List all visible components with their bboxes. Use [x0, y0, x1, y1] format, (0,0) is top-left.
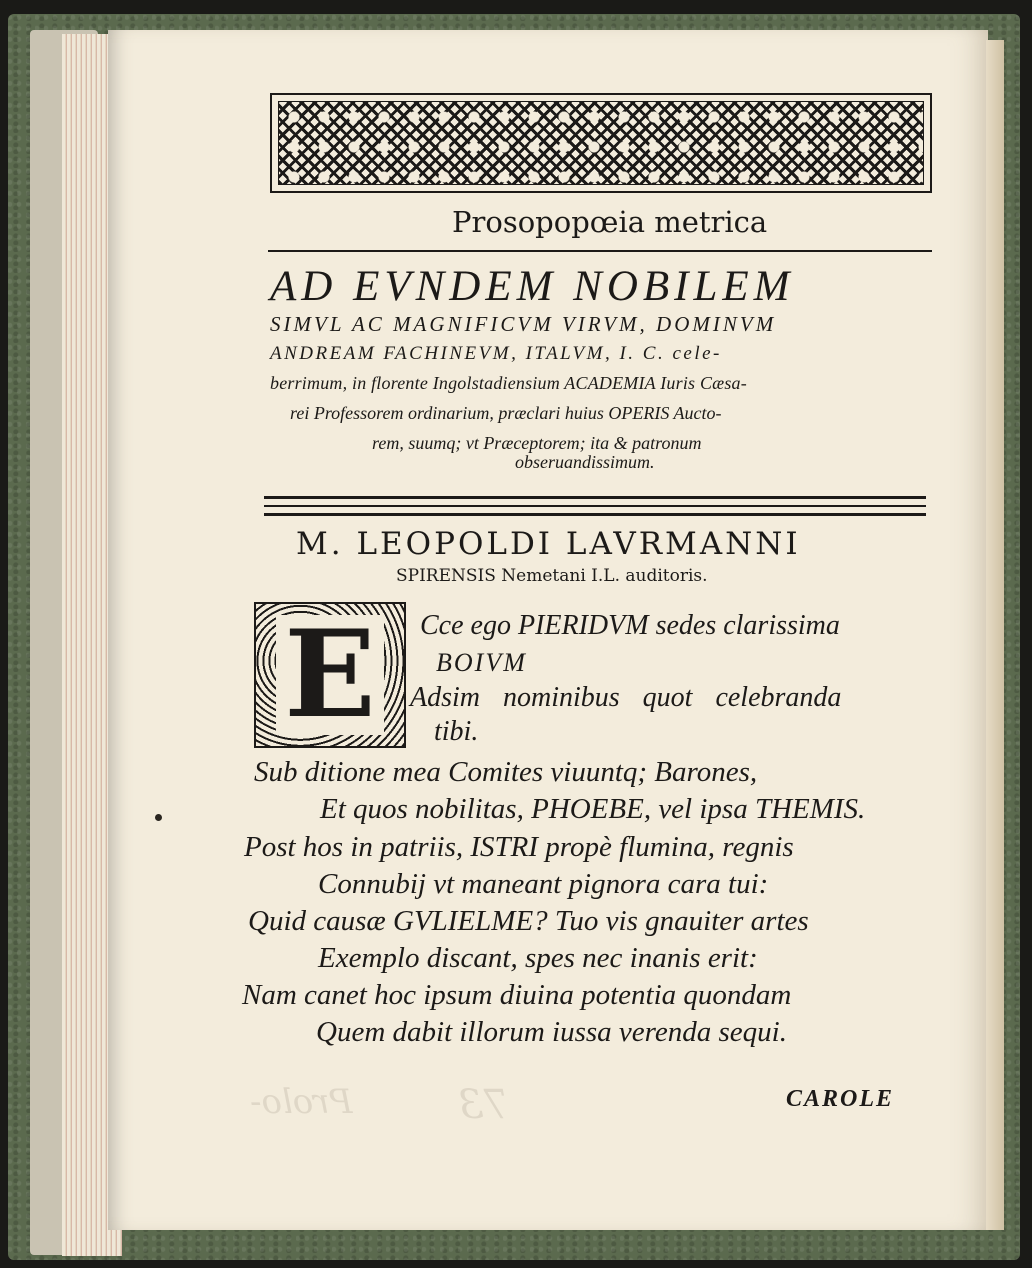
author-subtitle: SPIRENSIS Nemetani I.L. auditoris.: [396, 566, 708, 586]
headpiece-pattern: [278, 101, 924, 185]
dedication-line-6: obseruandissimum.: [515, 452, 655, 472]
dedication-line-2: ANDREAM FACHINEVM, ITALVM, I. C. cele-: [270, 343, 722, 364]
headpiece-ornament: [270, 93, 932, 193]
decorated-initial: [254, 602, 406, 748]
dedication-line-5: rem, suumq; vt Præceptorem; ita & patronum: [372, 433, 702, 453]
bleed-through-word: Prolo-: [250, 1082, 353, 1122]
heading-prosopopoeia: Prosopopœia metrica: [452, 205, 768, 239]
poem-line-6: Exemplo discant, spes nec inanis erit:: [318, 942, 758, 974]
poem-line-7: Nam canet hoc ipsum diuina potentia quondam: [242, 979, 792, 1011]
poem-line-5: Quid causæ GVLIELME? Tuo vis gnauiter artes: [248, 905, 809, 937]
poem-opening-line-3: Adsim nominibus quot celebranda: [410, 682, 842, 713]
page-edge-right: [986, 40, 1004, 1230]
poem-opening-line-1: Cce ego PIERIDVM sedes clarissima: [420, 610, 840, 641]
double-rule-middle: [264, 505, 926, 507]
poem-opening-line-2: BOIVM: [436, 648, 527, 677]
ink-speck: [155, 814, 162, 821]
poem-line-1: Sub ditione mea Comites viuuntq; Barones,: [254, 756, 758, 788]
author-name: M. LEOPOLDI LAVRMANNI: [296, 526, 801, 562]
rule-under-heading: [268, 250, 932, 252]
double-rule-bottom: [264, 513, 926, 516]
poem-line-3: Post hos in patriis, ISTRI propè flumina, regnis: [244, 831, 794, 863]
dedication-line-1: SIMVL AC MAGNIFICVM VIRVM, DOMINVM: [270, 312, 777, 336]
poem-opening-line-4: tibi.: [434, 716, 479, 747]
poem-line-8: Quem dabit illorum iussa verenda sequi.: [316, 1016, 787, 1048]
poem-line-2: Et quos nobilitas, PHOEBE, vel ipsa THEMIS.: [320, 793, 866, 825]
drop-cap-letter: E: [276, 615, 383, 735]
dedication-line-4: rei Professorem ordinarium, præclari huius OPERIS Aucto-: [290, 403, 722, 423]
dedication-line-3: berrimum, in florente Ingolstadiensium ACADEMIA Iuris Cæsa-: [270, 373, 747, 393]
bleed-through-page-number: 73: [458, 1082, 509, 1128]
title-line: AD EVNDEM NOBILEM: [270, 263, 795, 310]
catchword: CAROLE: [786, 1086, 895, 1112]
poem-line-4: Connubij vt maneant pignora cara tui:: [318, 868, 769, 900]
double-rule-top: [264, 496, 926, 499]
